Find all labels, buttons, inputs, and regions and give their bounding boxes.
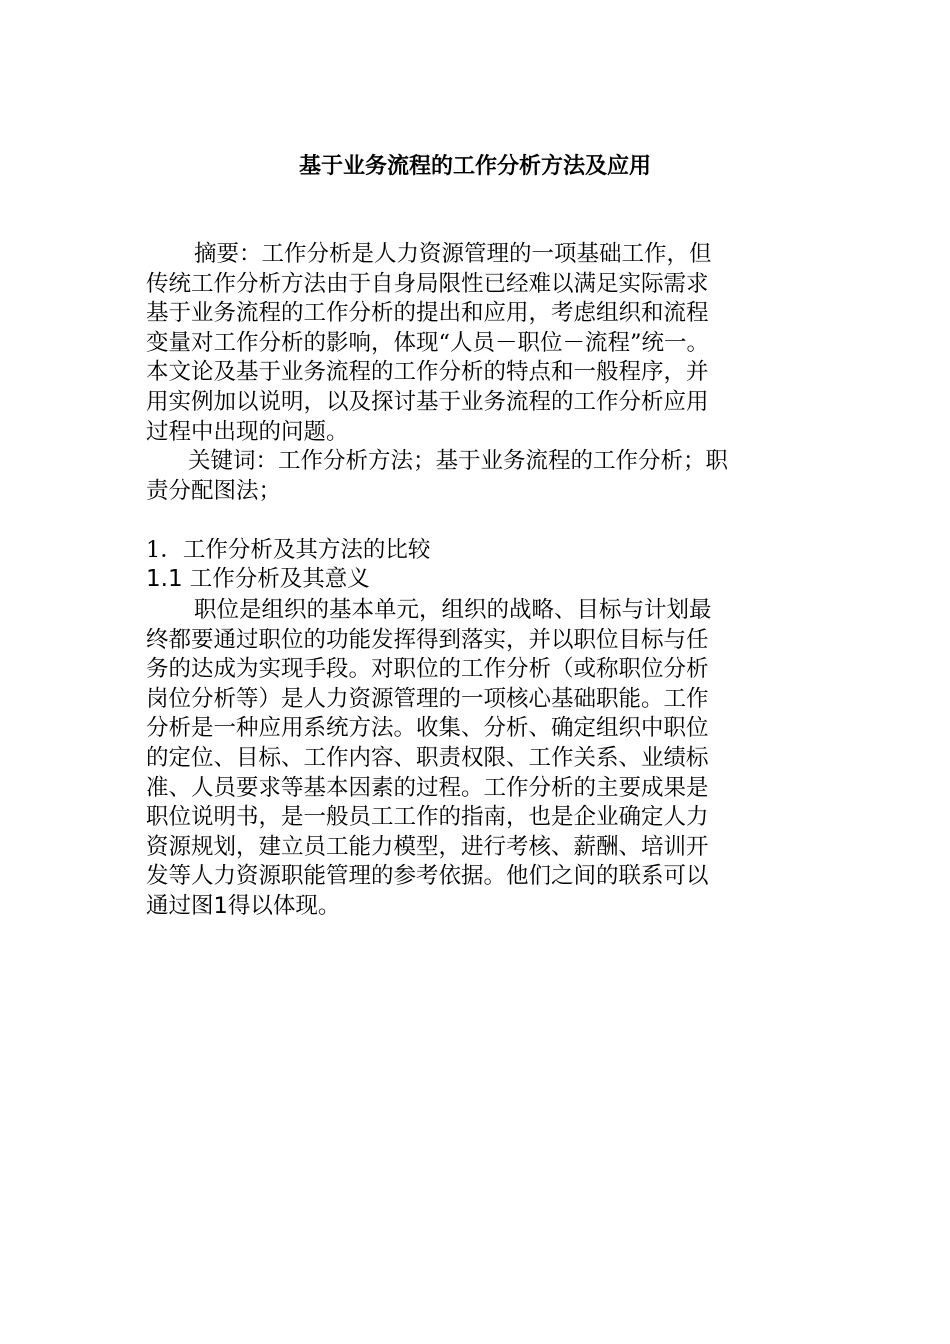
document-title: 基于业务流程的工作分析方法及应用 <box>298 154 651 179</box>
section-1-1-body <box>146 596 712 922</box>
body-line-1: 职位是组织的基本单元，组织的战略、目标与计划最 <box>194 597 712 623</box>
abstract-label: 摘要： <box>194 241 262 267</box>
body-line-11: 通过图1得以体现。 <box>146 892 341 919</box>
figure-reference-number: 1 <box>213 892 228 919</box>
section-heading-1: 1．工作分析及其方法的比较 <box>146 537 431 563</box>
body-line-4: 岗位分析等）是人力资源管理的一项核心基础职能。工作 <box>146 685 709 712</box>
abstract-line-6: 用实例加以说明，以及探讨基于业务流程的工作分析应用 <box>146 388 709 415</box>
abstract-line-5: 本文论及基于业务流程的工作分析的特点和一般程序，并 <box>146 359 709 386</box>
abstract-line-7: 过程中出现的问题。 <box>146 418 349 445</box>
body-line-8: 职位说明书，是一般员工工作的指南，也是企业确定人力 <box>146 804 709 831</box>
abstract-line-3: 基于业务流程的工作分析的提出和应用，考虑组织和流程 <box>146 300 709 327</box>
abstract-line-4: 变量对工作分析的影响，体现“人员－职位－流程”统一。 <box>146 329 710 356</box>
keywords-label: 关键词： <box>188 448 279 475</box>
abstract-section <box>146 240 728 506</box>
abstract-line-1: 摘要：工作分析是人力资源管理的一项基础工作，但 <box>194 241 712 267</box>
keywords-line-1: 关键词：工作分析方法；基于业务流程的工作分析；职 <box>188 448 729 475</box>
keywords-line-2: 责分配图法； <box>146 477 282 504</box>
section-number: 1.1 <box>146 566 183 592</box>
body-line-6: 的定位、目标、工作内容、职责权限、工作关系、业绩标 <box>146 744 709 771</box>
abstract-line-2: 传统工作分析方法由于自身局限性已经难以满足实际需求 <box>146 270 709 297</box>
body-line-5: 分析是一种应用系统方法。收集、分析、确定组织中职位 <box>146 715 709 742</box>
section-heading-1-1: 1.1 工作分析及其意义 <box>146 566 370 592</box>
body-line-10: 发等人力资源职能管理的参考依据。他们之间的联系可以 <box>146 863 709 890</box>
body-line-2: 终都要通过职位的功能发挥得到落实，并以职位目标与任 <box>146 626 709 653</box>
body-line-3: 务的达成为实现手段。对职位的工作分析（或称职位分析 <box>146 656 709 683</box>
body-line-9: 资源规划，建立员工能力模型，进行考核、薪酬、培训开 <box>146 833 709 860</box>
body-line-7: 准、人员要求等基本因素的过程。工作分析的主要成果是 <box>146 774 709 801</box>
